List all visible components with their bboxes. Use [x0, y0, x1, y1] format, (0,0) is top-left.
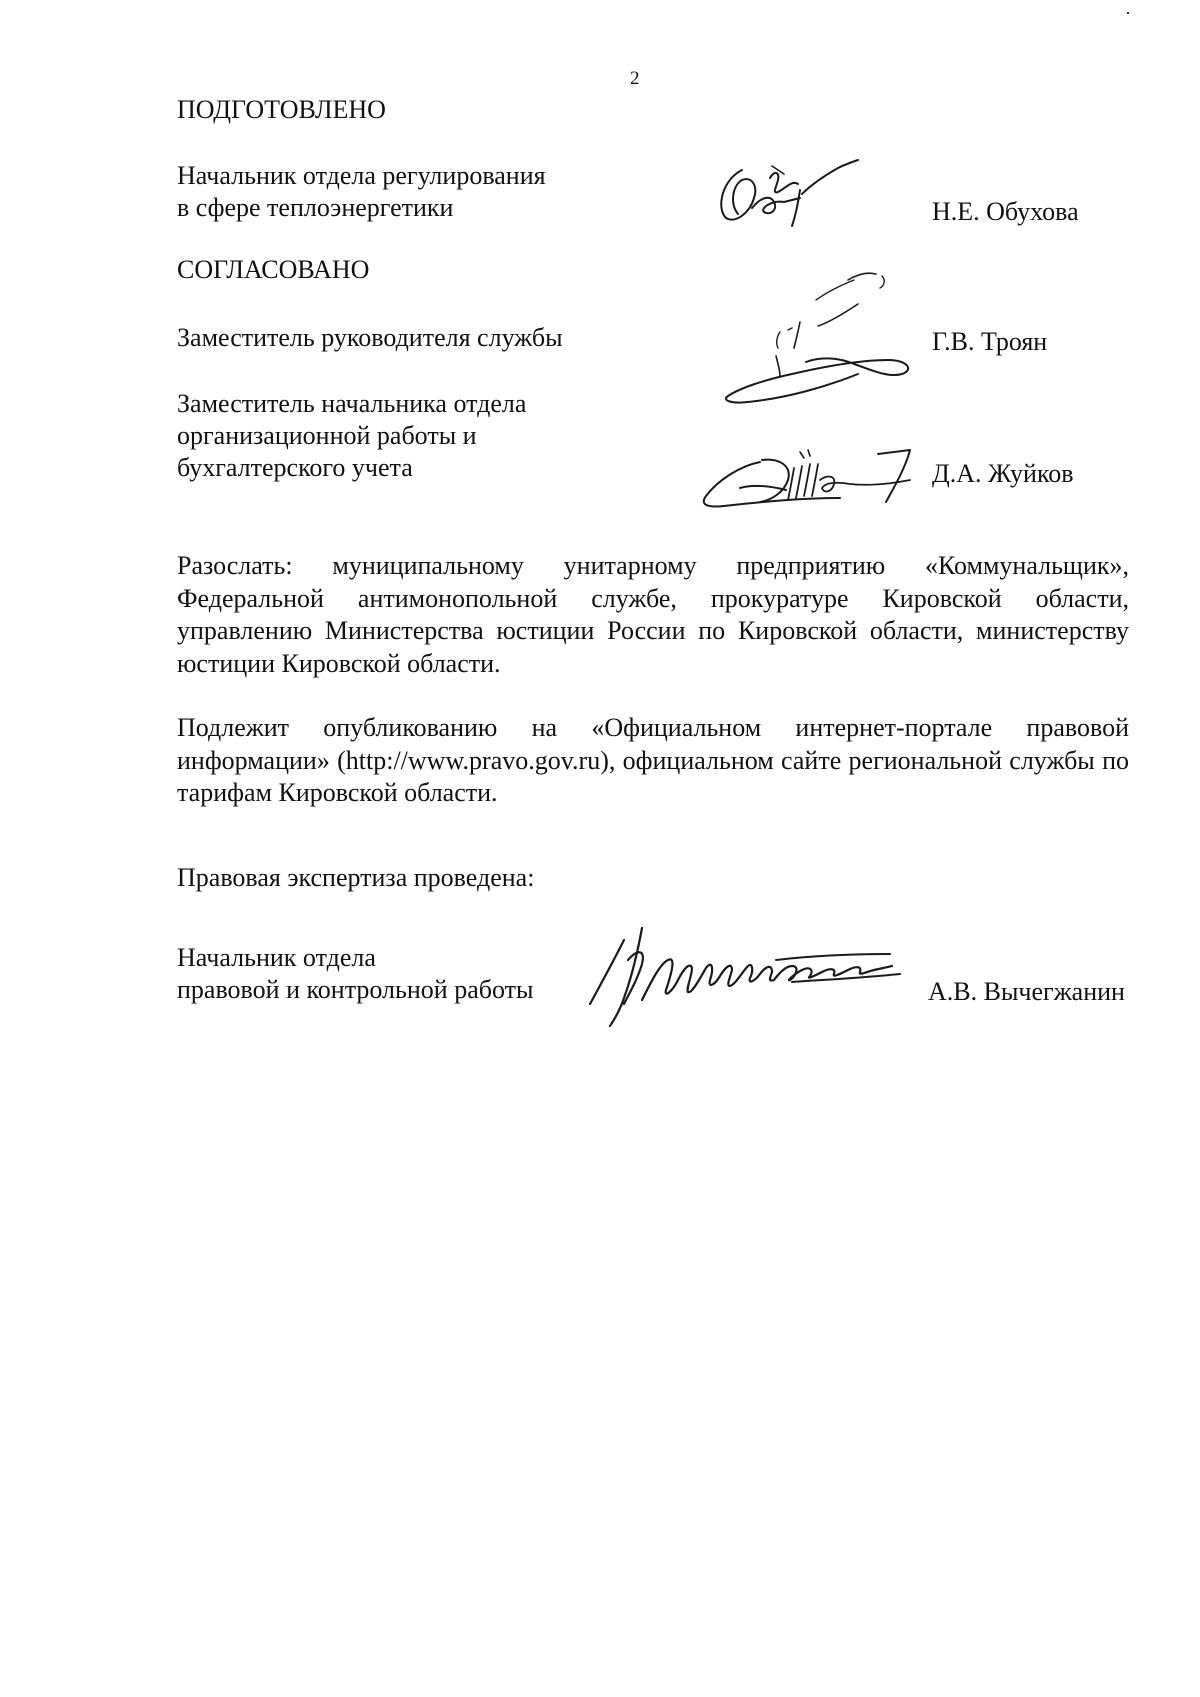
signature-vychegzhanin: [580, 920, 940, 1030]
agreed-signer2-position-line1: Заместитель начальника отдела: [177, 389, 527, 418]
publication-paragraph: Подлежит опубликованию на «Официальном интернет-портале правовой информации» (http://www.pravo.gov.ru), официальном сайте региональной службы по тарифам Кировской области.: [177, 713, 1129, 807]
legal-review-statement: Правовая экспертиза проведена:: [177, 863, 535, 892]
agreed-signer2-position-line2: организационной работы и: [177, 421, 477, 450]
prepared-position-line1: Начальник отдела регулирования: [177, 161, 546, 190]
legal-review-position-line1: Начальник отдела: [177, 943, 376, 972]
scan-speck: [1127, 12, 1129, 14]
page-number: 2: [630, 68, 640, 89]
signature-zhuikov: [700, 440, 940, 520]
prepared-heading: ПОДГОТОВЛЕНО: [177, 95, 386, 124]
agreed-signer1-position: Заместитель руководителя службы: [177, 323, 563, 352]
prepared-signer-name: Н.Е. Обухова: [932, 197, 1079, 226]
prepared-position-line2: в сфере теплоэнергетики: [177, 193, 454, 222]
agreed-heading: СОГЛАСОВАНО: [177, 255, 370, 284]
signature-troyan: [718, 260, 938, 420]
signature-obukhova: [712, 150, 872, 230]
agreed-signer2-name: Д.А. Жуйков: [932, 459, 1074, 488]
agreed-signer2-position-line3: бухгалтерского учета: [177, 453, 413, 482]
legal-review-position-line2: правовой и контрольной работы: [177, 975, 534, 1004]
agreed-signer1-name: Г.В. Троян: [932, 327, 1048, 356]
distribution-paragraph: Разослать: муниципальному унитарному предприятию «Коммунальщик», Федеральной антимонопольной службе, прокуратуре Кировской области, управлению Министерства юстиции России по Кировской области, министерству юстиции Кировской области.: [177, 551, 1129, 678]
legal-review-signer-name: А.В. Вычегжанин: [928, 977, 1125, 1006]
